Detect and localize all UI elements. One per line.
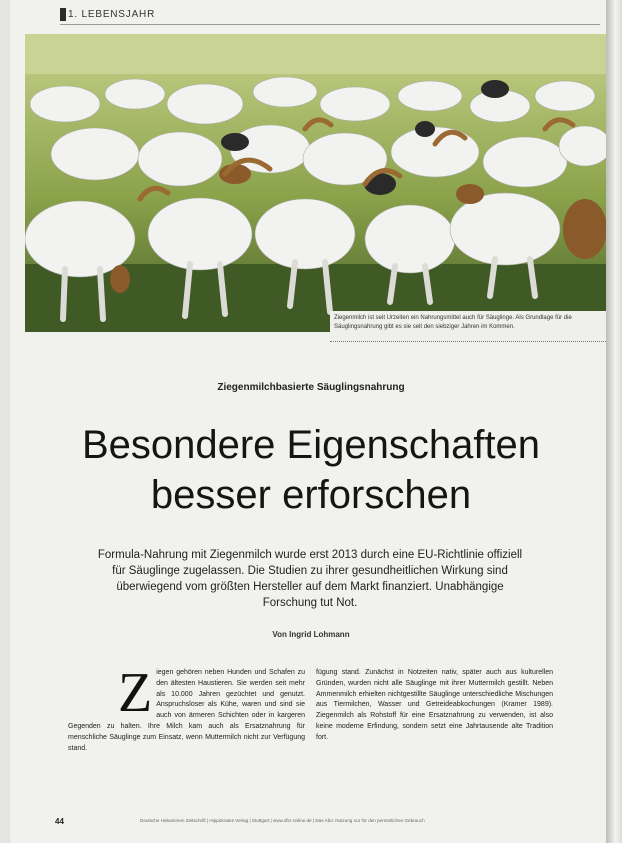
drop-cap: Z <box>118 662 153 724</box>
goat-herd-photo <box>25 34 606 332</box>
body-column-2 <box>316 668 553 744</box>
section-marker <box>60 8 66 21</box>
body-column-2-text: fügung stand. Zunächst in Notzeiten nativ, später auch aus kulturellen Gründen, wurden nicht alle Säuglinge mit ihrer Muttermilch gestillt. Neben Ammenmilch erhielten nichtgestillte Säuglinge unterschiedliche Mischungen aus Tiermilchen, Wasser und Getreideabkochungen (Kramer 1989). Ziegenmilch als Rohstoff für eine Ersatznahrung zu verwenden, ist also keine moderne Erfindung, sondern setzt eine Jahrtausende alte Tradition fort. <box>316 669 553 741</box>
body-column-1-text: iegen gehören neben Hunden und Schafen zu den ältesten Haustieren. Sie werden seit mehr als 10.000 Jahren gezüchtet und genutzt. Anspruchsloser als Kühe, waren und sind sie auch von ärmeren Schichten oder in kargeren Gegenden zu halten. Ihre Milch kam auch als Ersatznahrung für menschliche Säuglinge zum Einsatz, wenn Muttermilch nicht zur Verfügung stand. <box>68 669 305 752</box>
section-label: 1. LEBENSJAHR <box>68 9 156 20</box>
page-number: 44 <box>55 817 64 826</box>
body-column-1 <box>68 662 305 754</box>
article-title <box>0 420 622 520</box>
article-author: Von Ingrid Lohmann <box>272 630 350 639</box>
footer-line: Deutsche Hebammen Zeitschrift | Hippokrates Verlag | Stuttgart | www.dhz-online.de | Das Abo: Nutzung nur für den persönlichen Gebrauch <box>140 818 425 823</box>
article-title-line-1: Besondere Eigenschaften <box>81 423 541 467</box>
header-rule <box>60 24 600 25</box>
photo-caption-box <box>330 311 606 342</box>
article-lead: Formula-Nahrung mit Ziegenmilch wurde erst 2013 durch eine EU-Richtlinie offiziell für Säuglinge zugelassen. Die Studien zu ihrer gesundheitlichen Wirkung sind überwiegend vom größten Hersteller auf dem Markt finanziert. Unabhängige Forschung tut Not. <box>97 549 523 609</box>
article-kicker: Ziegenmilchbasierte Säuglingsnahrung <box>217 382 405 393</box>
photo-caption: Ziegenmilch ist seit Urzeiten ein Nahrungsmittel auch für Säuglinge. Als Grundlage für die Säuglingsnahrung gibt es sie seit den siebziger Jahren im Kommen. <box>334 315 572 330</box>
article-title-line-2: besser erforschen <box>150 473 472 517</box>
